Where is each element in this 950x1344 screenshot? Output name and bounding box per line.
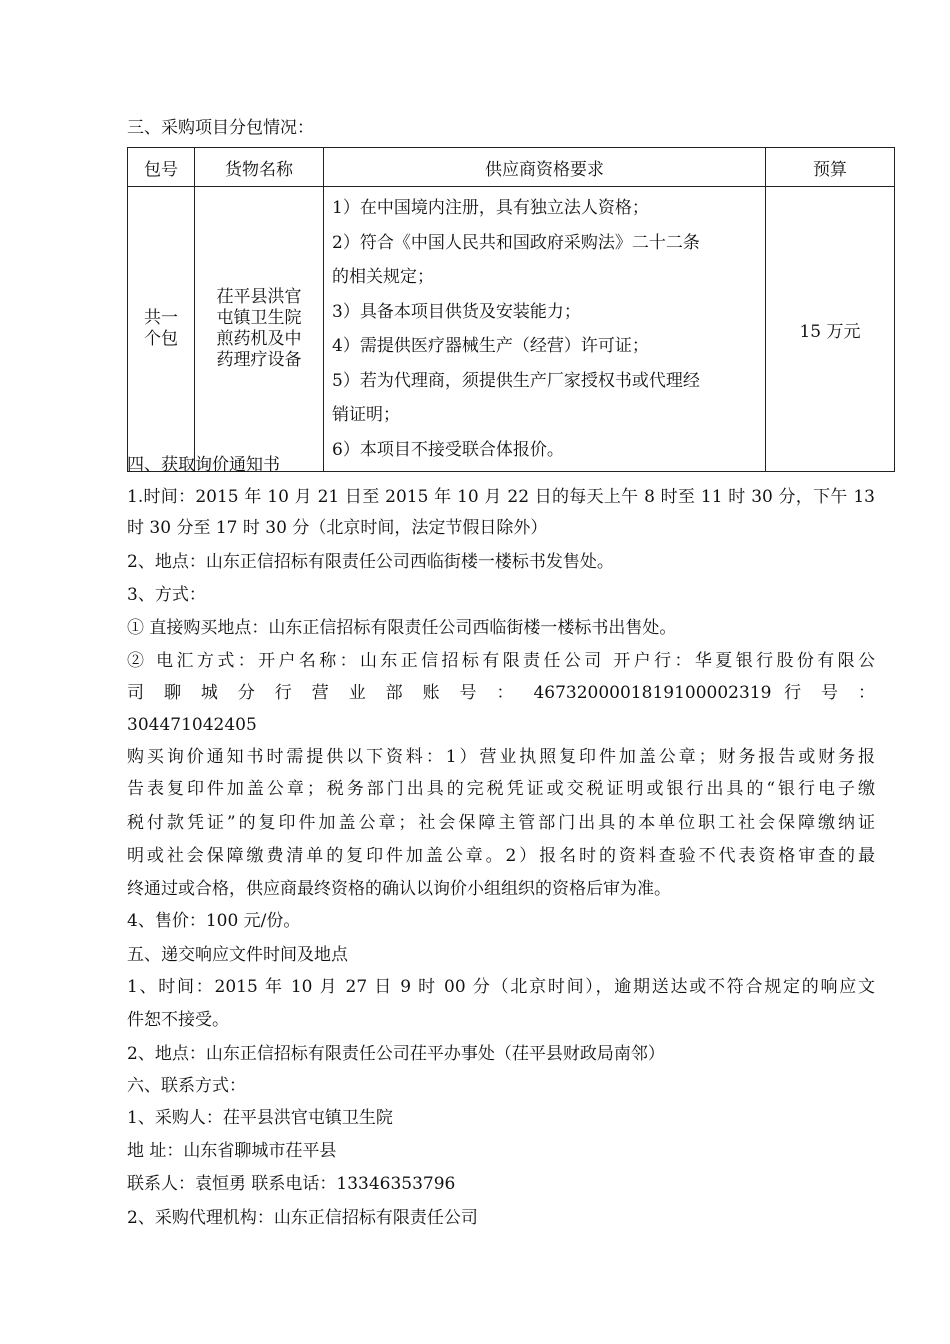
body-line: 税付款凭证”的复印件加盖公章；社会保障主管部门出具的本单位职工社会保障缴纳证 xyxy=(127,813,875,833)
body-line: 3、方式： xyxy=(127,585,206,605)
package-table xyxy=(127,147,895,472)
body-line: ① 直接购买地点：山东正信招标有限责任公司西临街楼一楼标书出售处。 xyxy=(127,618,677,638)
cell-budget: 15 万元 xyxy=(766,187,895,472)
body-line: 时 30 分至 17 时 30 分（北京时间，法定节假日除外） xyxy=(127,518,548,538)
body-line: 终通过或合格，供应商最终资格的确认以询价小组组织的资格后审为准。 xyxy=(127,879,671,899)
table-row xyxy=(128,187,895,472)
section-heading-4: 四、获取询价通知书 xyxy=(127,455,280,475)
goods-line: 茌平县洪官 xyxy=(216,287,302,307)
header-budget: 预算 xyxy=(766,148,895,187)
table-header-row xyxy=(128,148,895,187)
body-line: 4、售价：100 元/份。 xyxy=(127,911,301,931)
cell-package xyxy=(128,187,195,472)
body-line: 联系人：袁恒勇 联系电话：13346353796 xyxy=(127,1174,456,1194)
cell-requirements xyxy=(324,187,766,472)
cell-goods xyxy=(195,187,324,472)
section-heading-5: 五、递交响应文件时间及地点 xyxy=(127,945,348,965)
header-goods-name: 货物名称 xyxy=(195,148,324,187)
body-line: 告表复印件加盖公章；税务部门出具的完税凭证或交税证明或银行出具的“银行电子缴 xyxy=(127,779,875,799)
header-supplier-requirements: 供应商资格要求 xyxy=(324,148,766,187)
section-heading-6: 六、联系方式： xyxy=(127,1076,246,1096)
goods-line: 煎药机及中 xyxy=(216,329,302,349)
requirement-line: 3）具备本项目供货及安装能力； xyxy=(332,301,581,322)
requirement-line: 2）符合《中国人民共和国政府采购法》二十二条 xyxy=(332,232,700,253)
body-line: 1、时间：2015 年 10 月 27 日 9 时 00 分（北京时间），逾期送达或不符合规定的响应文 xyxy=(127,977,875,997)
section-heading-3: 三、采购项目分包情况： xyxy=(127,118,314,138)
body-line: 2、采购代理机构：山东正信招标有限责任公司 xyxy=(127,1208,478,1228)
body-line: 1、采购人：茌平县洪官屯镇卫生院 xyxy=(127,1108,393,1128)
body-line: 明或社会保障缴费清单的复印件加盖公章。2）报名时的资料查验不代表资格审查的最 xyxy=(127,846,875,866)
package-line: 个包 xyxy=(144,329,178,349)
body-line: 2、地点：山东正信招标有限责任公司西临街楼一楼标书发售处。 xyxy=(127,552,614,572)
requirement-line: 6）本项目不接受联合体报价。 xyxy=(332,439,564,460)
package-line: 共一 xyxy=(144,308,178,328)
body-line: 2、地点：山东正信招标有限责任公司茌平办事处（茌平县财政局南邻） xyxy=(127,1044,665,1064)
body-line: 地 址：山东省聊城市茌平县 xyxy=(127,1141,337,1161)
requirement-line: 销证明； xyxy=(332,405,400,425)
body-line: 1.时间：2015 年 10 月 21 日至 2015 年 10 月 22 日的每天上午 8 时至 11 时 30 分，下午 13 xyxy=(127,487,875,507)
body-line: 司 聊 城 分 行 营 业 部 账 号 ： 4673200001819100002319 行 号 ： xyxy=(127,683,875,703)
body-line: 购买询价通知书时需提供以下资料：1）营业执照复印件加盖公章；财务报告或财务报 xyxy=(127,747,875,767)
requirement-line: 5）若为代理商，须提供生产厂家授权书或代理经 xyxy=(332,370,700,391)
body-line: ② 电汇方式：开户名称：山东正信招标有限责任公司 开户行：华夏银行股份有限公 xyxy=(127,651,875,671)
body-line: 304471042405 xyxy=(127,715,257,735)
goods-line: 屯镇卫生院 xyxy=(216,308,302,328)
goods-line: 药理疗设备 xyxy=(216,350,302,370)
requirement-line: 的相关规定； xyxy=(332,267,434,287)
requirement-line: 1）在中国境内注册，具有独立法人资格； xyxy=(332,198,649,218)
requirement-line: 4）需提供医疗器械生产（经营）许可证； xyxy=(332,336,649,356)
body-line: 件恕不接受。 xyxy=(127,1010,229,1030)
header-package-no: 包号 xyxy=(128,148,195,187)
